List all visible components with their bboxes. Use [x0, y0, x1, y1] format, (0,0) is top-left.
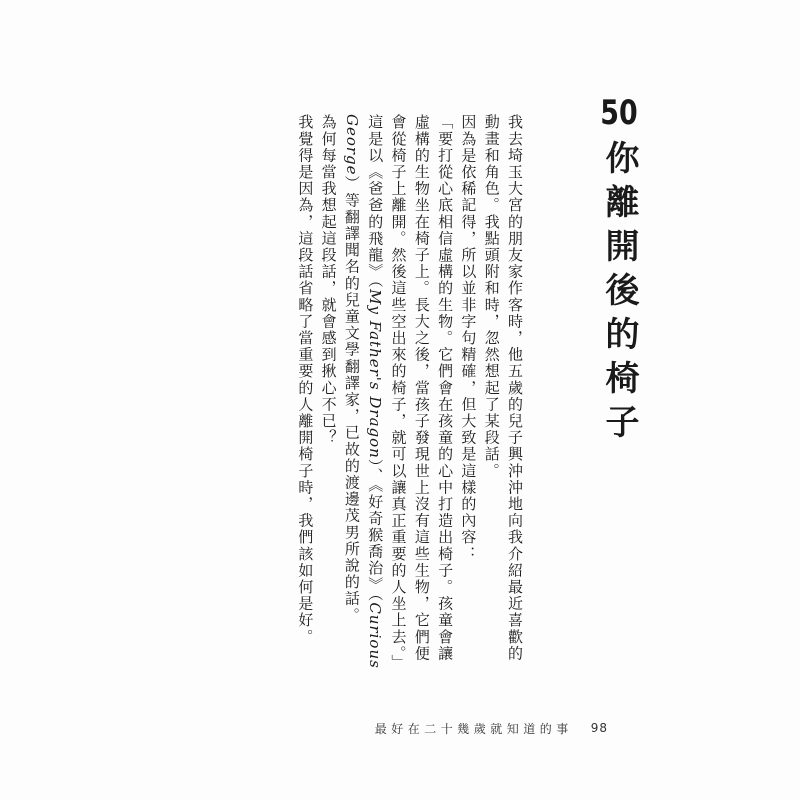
running-book-title: 最好在二十幾歲就知道的事 [374, 721, 573, 736]
citation-pre: 這是以《爸爸的飛龍》（ [366, 114, 385, 290]
citation-latin-title-1: My Father's Dragon [366, 289, 385, 459]
quote-paragraph: 「要打從心底相信虛構的生物。它們會在孩童的心中打造出椅子。孩童會讓虛構的生物坐在椅子上。長大之後，當孩子發現世上沒有這些生物，它們便會從椅子上離開。然後這些空出來的椅子，就可以讓真正重要的人坐上去。」 [389, 114, 455, 671]
chapter-heading [580, 96, 639, 448]
citation-paragraph [340, 114, 387, 674]
citation-post: ）等翻譯聞名的兒童文學翻譯家，已故的渡邊茂男所說的話。 [342, 175, 361, 624]
body-text [244, 114, 526, 674]
page-footer [375, 718, 608, 738]
page-number: 98 [590, 721, 608, 735]
paragraph: 因為是依稀記得，所以並非字句精確，但大致是這樣的內容： [459, 114, 478, 563]
paragraph: 為何每當我想起這段話，就會感到揪心不已？ [319, 114, 338, 446]
chapter-number: 50 [600, 96, 638, 130]
chapter-title: 你離開後的椅子 [599, 140, 639, 448]
citation-latin-title-2: Curious George [342, 114, 385, 669]
citation-mid: ）、《好奇猴喬治》（ [366, 458, 385, 603]
paragraph: 我去埼玉大宮的朋友家作客時，他五歲的兒子興沖沖地向我介紹最近喜歡的動畫和角色。我點頭附和時，忽然想起了某段話。 [482, 114, 524, 662]
paragraph: 我覺得是因為，這段話省略了當重要的人離開椅子時，我們該如何是好。 [296, 114, 315, 646]
